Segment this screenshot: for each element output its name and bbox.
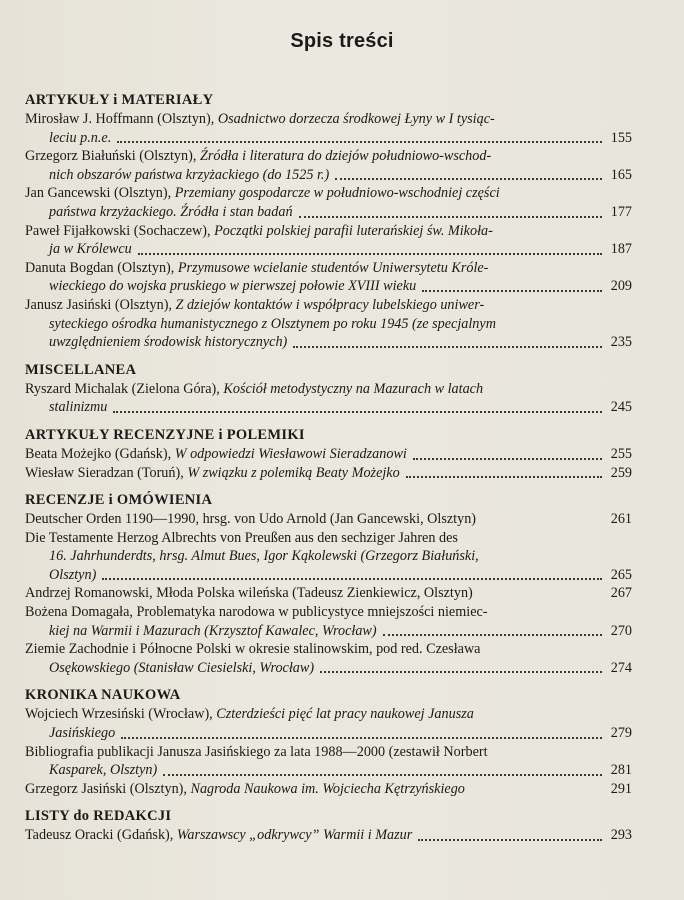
entry-text-line: Bibliografia publikacji Janusza Jasińskiego za lata 1988—2000 (zestawił Norbert: [25, 743, 488, 760]
toc-entry: [25, 110, 632, 147]
toc-entry: [25, 222, 632, 259]
entry-text-line: nich obszarów państwa krzyżackiego (do 1525 r.): [49, 166, 330, 183]
entry-text-line: Danuta Bogdan (Olsztyn), Przymusowe wcielanie studentów Uniwersytetu Króle-: [25, 259, 489, 276]
page-number: 155: [610, 129, 632, 146]
entry-text-line: Die Testamente Herzog Albrechts von Preußen aus den sechziger Jahren des: [25, 529, 458, 546]
entry-text-line: Jan Gancewski (Olsztyn), Przemiany gospodarcze w południowo-wschodniej części: [25, 185, 500, 202]
section-heading: ARTYKUŁY i MATERIAŁY: [25, 92, 214, 108]
entry-text-line: wieckiego do wojska pruskiego w pierwszej połowie XVIII wieku: [49, 278, 417, 295]
dot-leader: [121, 736, 602, 739]
toc-entry: [25, 640, 632, 677]
toc-section: [25, 687, 632, 798]
entry-text-line: Beata Możejko (Gdańsk), W odpowiedzi Wiesławowi Sieradzanowi: [25, 445, 407, 462]
toc-section: [25, 362, 632, 417]
page-number: 177: [610, 203, 632, 220]
entry-text-line: Grzegorz Jasiński (Olsztyn), Nagroda Naukowa im. Wojciecha Kętrzyńskiego: [25, 780, 465, 797]
page-number: 265: [610, 566, 632, 583]
entry-text-line: Tadeusz Oracki (Gdańsk), Warszawscy „odkrywcy” Warmii i Mazur: [25, 827, 413, 844]
dot-leader: [482, 524, 602, 525]
entry-text-line: Jasińskiego: [49, 725, 116, 742]
page-number: 270: [610, 622, 632, 639]
toc-entry: [25, 380, 632, 417]
dot-leader: [113, 410, 602, 413]
entry-text-line: Olsztyn): [49, 566, 97, 583]
entry-text-line: 16. Jahrhunderdts, hrsg. Almut Bues, Igor Kąkolewski (Grzegorz Białuński,: [49, 548, 479, 565]
page-number: 279: [610, 725, 632, 742]
dot-leader: [418, 838, 602, 841]
entry-text-line: Ryszard Michalak (Zielona Góra), Kościół metodystyczny na Mazurach w latach: [25, 380, 484, 397]
page-number: 259: [610, 464, 632, 481]
dot-leader: [117, 140, 602, 143]
dot-leader: [413, 457, 602, 460]
table-of-contents: [25, 92, 632, 855]
entry-text-line: Deutscher Orden 1190—1990, hrsg. von Udo Arnold (Jan Gancewski, Olsztyn): [25, 511, 477, 528]
toc-section: [25, 427, 632, 482]
entry-text-line: kiej na Warmii i Mazurach (Krzysztof Kawalec, Wrocław): [49, 622, 377, 639]
dot-leader: [138, 252, 602, 255]
page-number: 255: [610, 445, 632, 462]
page-title: Spis treści: [290, 30, 394, 52]
entry-text-line: leciu p.n.e.: [49, 129, 112, 146]
page-number: 291: [610, 780, 632, 797]
toc-entry: [25, 529, 632, 585]
toc-entry: [25, 510, 632, 529]
dot-leader: [299, 215, 602, 218]
toc-entry: [25, 780, 632, 799]
page-number: 245: [610, 399, 632, 416]
page-number: 209: [610, 278, 632, 295]
toc-section: [25, 808, 632, 845]
toc-section: [25, 492, 632, 677]
section-heading: LISTY do REDAKCJI: [25, 808, 172, 825]
entry-text-line: Paweł Fijałkowski (Sochaczew), Początki polskiej parafii luterańskiej św. Mikoła-: [25, 222, 493, 239]
toc-entry: [25, 296, 632, 352]
section-heading: RECENZJE i OMÓWIENIA: [25, 492, 213, 509]
entry-text-line: Grzegorz Białuński (Olsztyn), Źródła i literatura do dziejów południowo-wschod-: [25, 148, 492, 165]
entry-text-line: syteckiego ośrodka humanistycznego z Olsztynem po roku 1945 (ze specjalnym: [49, 315, 496, 332]
section-heading: ARTYKUŁY RECENZYJNE i POLEMIKI: [25, 426, 305, 443]
entry-text-line: Bożena Domagała, Problematyka narodowa w publicystyce mniejszości niemiec-: [25, 604, 488, 621]
page-number: 267: [610, 585, 632, 602]
toc-entry: [25, 445, 632, 464]
entry-text-line: stalinizmu: [49, 399, 108, 416]
toc-entry: [25, 464, 632, 483]
page-number: 187: [610, 241, 632, 258]
entry-text-line: Andrzej Romanowski, Młoda Polska wileńska (Tadeusz Zienkiewicz, Olsztyn): [25, 585, 473, 602]
dot-leader: [335, 177, 602, 180]
entry-text-line: uwzględnieniem środowisk historycznych): [49, 334, 288, 351]
entry-text-line: Wiesław Sieradzan (Toruń), W związku z polemiką Beaty Możejko: [25, 464, 400, 481]
toc-entry: [25, 603, 632, 640]
toc-entry: [25, 743, 632, 780]
dot-leader: [383, 633, 602, 636]
dot-leader: [293, 345, 602, 348]
dot-leader: [163, 773, 602, 776]
dot-leader: [471, 793, 602, 794]
entry-text-line: Osękowskiego (Stanisław Ciesielski, Wrocław): [49, 659, 315, 676]
toc-entry: [25, 826, 632, 845]
toc-section: [25, 92, 632, 352]
section-heading: KRONIKA NAUKOWA: [25, 687, 181, 704]
dot-leader: [102, 577, 602, 580]
dot-leader: [479, 598, 602, 599]
dot-leader: [422, 289, 602, 292]
dot-leader: [406, 475, 602, 478]
page-number: 165: [610, 166, 632, 183]
dot-leader: [320, 670, 602, 673]
entry-text-line: Ziemie Zachodnie i Północne Polski w okresie stalinowskim, pod red. Czesława: [25, 641, 481, 658]
toc-entry: [25, 259, 632, 296]
entry-text-line: państwa krzyżackiego. Źródła i stan badań: [49, 203, 293, 220]
entry-text-line: Wojciech Wrzesiński (Wrocław), Czterdzieści pięć lat pracy naukowej Janusza: [25, 706, 474, 723]
page-number: 235: [610, 334, 632, 351]
page-number: 274: [610, 659, 632, 676]
page-number: 293: [610, 827, 632, 844]
section-heading: MISCELLANEA: [25, 361, 137, 378]
toc-entry: [25, 147, 632, 184]
toc-entry: [25, 184, 632, 221]
entry-text-line: ja w Królewcu: [49, 241, 132, 258]
page-number: 281: [610, 762, 632, 779]
page-number: 261: [610, 511, 632, 528]
entry-text-line: Kasparek, Olsztyn): [49, 762, 158, 779]
entry-text-line: Janusz Jasiński (Olsztyn), Z dziejów kontaktów i współpracy lubelskiego uniwer-: [25, 296, 485, 313]
toc-entry: [25, 705, 632, 742]
entry-text-line: Mirosław J. Hoffmann (Olsztyn), Osadnictwo dorzecza środkowej Łyny w I tysiąc-: [25, 111, 495, 127]
toc-entry: [25, 584, 632, 603]
